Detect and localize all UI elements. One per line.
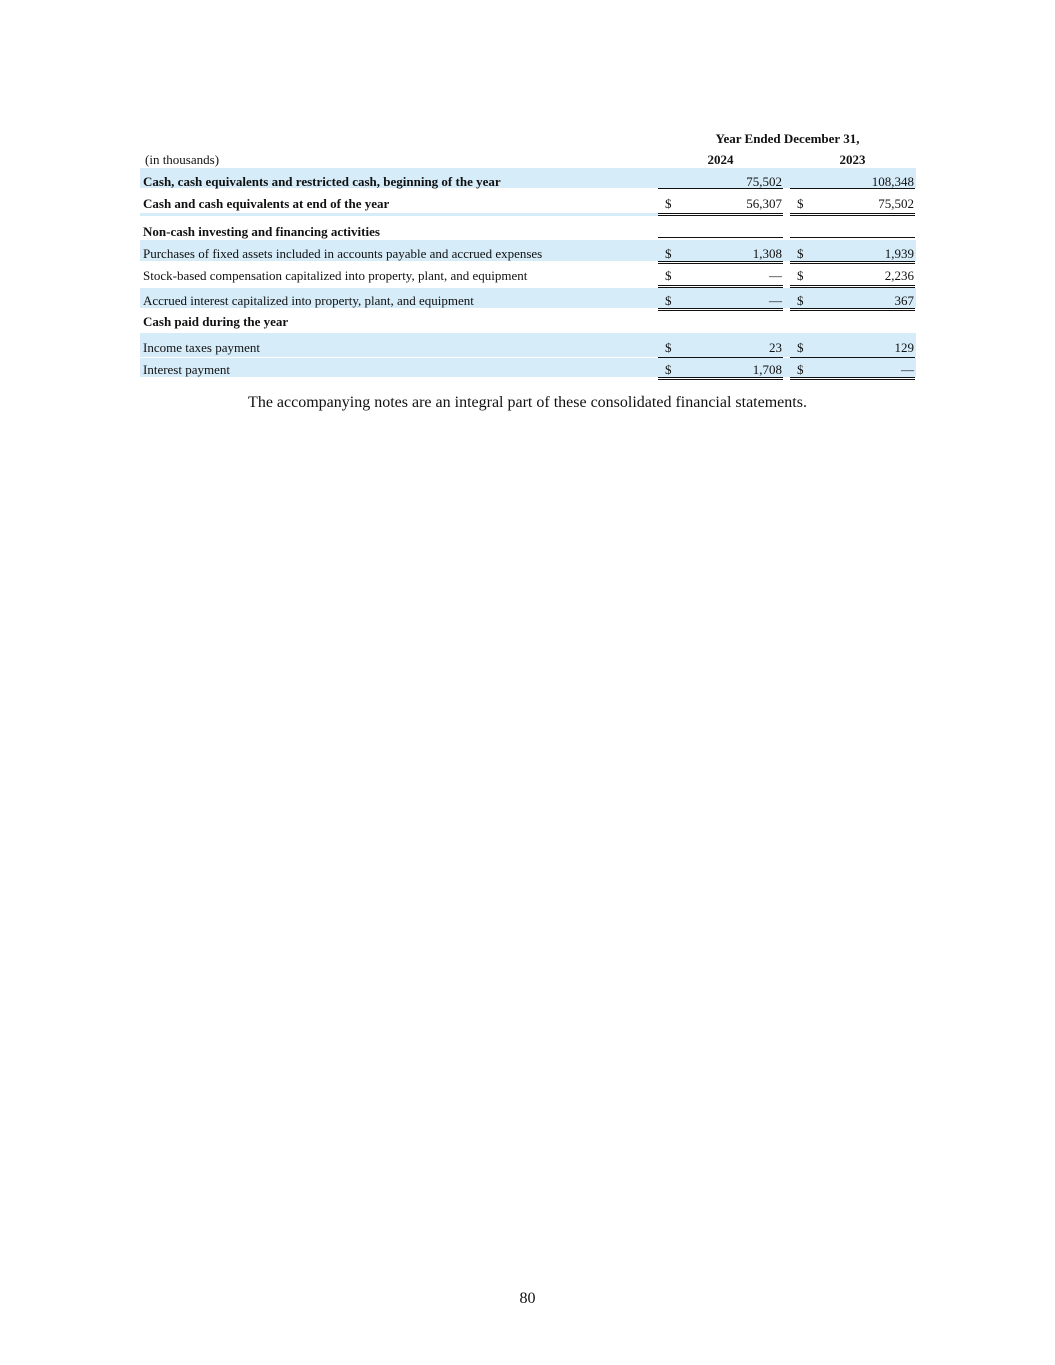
dollar-sign: $ (797, 246, 804, 261)
dollar-sign: $ (665, 246, 672, 261)
cell-2023 (790, 190, 915, 216)
row-label: Stock-based compensation capitalized into property, plant, and equipment (143, 268, 528, 283)
period-header: Year Ended December 31, (715, 131, 860, 146)
cell-2024 (658, 358, 783, 380)
table-row (140, 358, 916, 377)
dollar-sign: $ (797, 196, 804, 211)
cell-2023 (790, 237, 915, 238)
table-row (140, 240, 916, 261)
cell-2023 (790, 263, 915, 288)
value: 75,502 (746, 174, 782, 189)
value: 129 (894, 340, 914, 355)
dollar-sign: $ (665, 362, 672, 377)
cell-2023 (790, 168, 915, 189)
cell-2023 (790, 358, 915, 380)
value: 367 (894, 293, 914, 308)
cell-2023 (790, 288, 915, 311)
dollar-sign: $ (665, 340, 672, 355)
cell-2024 (658, 168, 783, 189)
table-row (140, 333, 916, 357)
value: 75,502 (878, 196, 914, 211)
table-row (140, 168, 916, 188)
units-label: (in thousands) (145, 152, 220, 167)
row-label: Accrued interest capitalized into property, plant, and equipment (143, 293, 474, 308)
cell-2023 (790, 240, 915, 264)
column-header-2023: 2023 (790, 152, 915, 171)
footnote: The accompanying notes are an integral part of these consolidated financial statements. (248, 394, 807, 411)
dollar-sign: $ (797, 362, 804, 377)
dollar-sign: $ (665, 268, 672, 283)
value: — (769, 268, 782, 283)
row-shading (140, 213, 658, 216)
cell-2024 (658, 190, 783, 216)
value: 1,308 (752, 246, 782, 261)
section-heading-row (140, 218, 916, 238)
value: 108,348 (871, 174, 914, 189)
column-header-2024: 2024 (658, 152, 783, 171)
cell-2024 (658, 333, 783, 358)
dollar-sign: $ (665, 196, 672, 211)
table-row (140, 288, 916, 308)
section-heading: Cash paid during the year (143, 314, 289, 329)
row-label: Income taxes payment (143, 340, 260, 355)
value: 1,939 (884, 246, 914, 261)
cell-2024 (658, 240, 783, 264)
section-heading: Non-cash investing and financing activities (143, 224, 380, 239)
section-heading-row (140, 311, 916, 331)
cell-2024 (658, 288, 783, 311)
cell-2024 (658, 263, 783, 288)
cell-2024 (658, 237, 783, 238)
dollar-sign: $ (797, 293, 804, 308)
row-label: Interest payment (143, 362, 230, 377)
page-number: 80 (519, 1290, 536, 1307)
table-row (140, 190, 916, 213)
row-label: Cash and cash equivalents at end of the year (143, 196, 390, 211)
row-label: Purchases of fixed assets included in accounts payable and accrued expenses (143, 246, 543, 261)
dollar-sign: $ (665, 293, 672, 308)
dollar-sign: $ (797, 340, 804, 355)
value: 2,236 (884, 268, 914, 283)
value: — (769, 293, 782, 308)
value: 23 (769, 340, 782, 355)
dollar-sign: $ (797, 268, 804, 283)
cell-2023 (790, 333, 915, 358)
value: 56,307 (746, 196, 782, 211)
row-label: Cash, cash equivalents and restricted cash, beginning of the year (143, 174, 501, 189)
value: — (901, 362, 914, 377)
table-row (140, 263, 916, 285)
value: 1,708 (752, 362, 782, 377)
